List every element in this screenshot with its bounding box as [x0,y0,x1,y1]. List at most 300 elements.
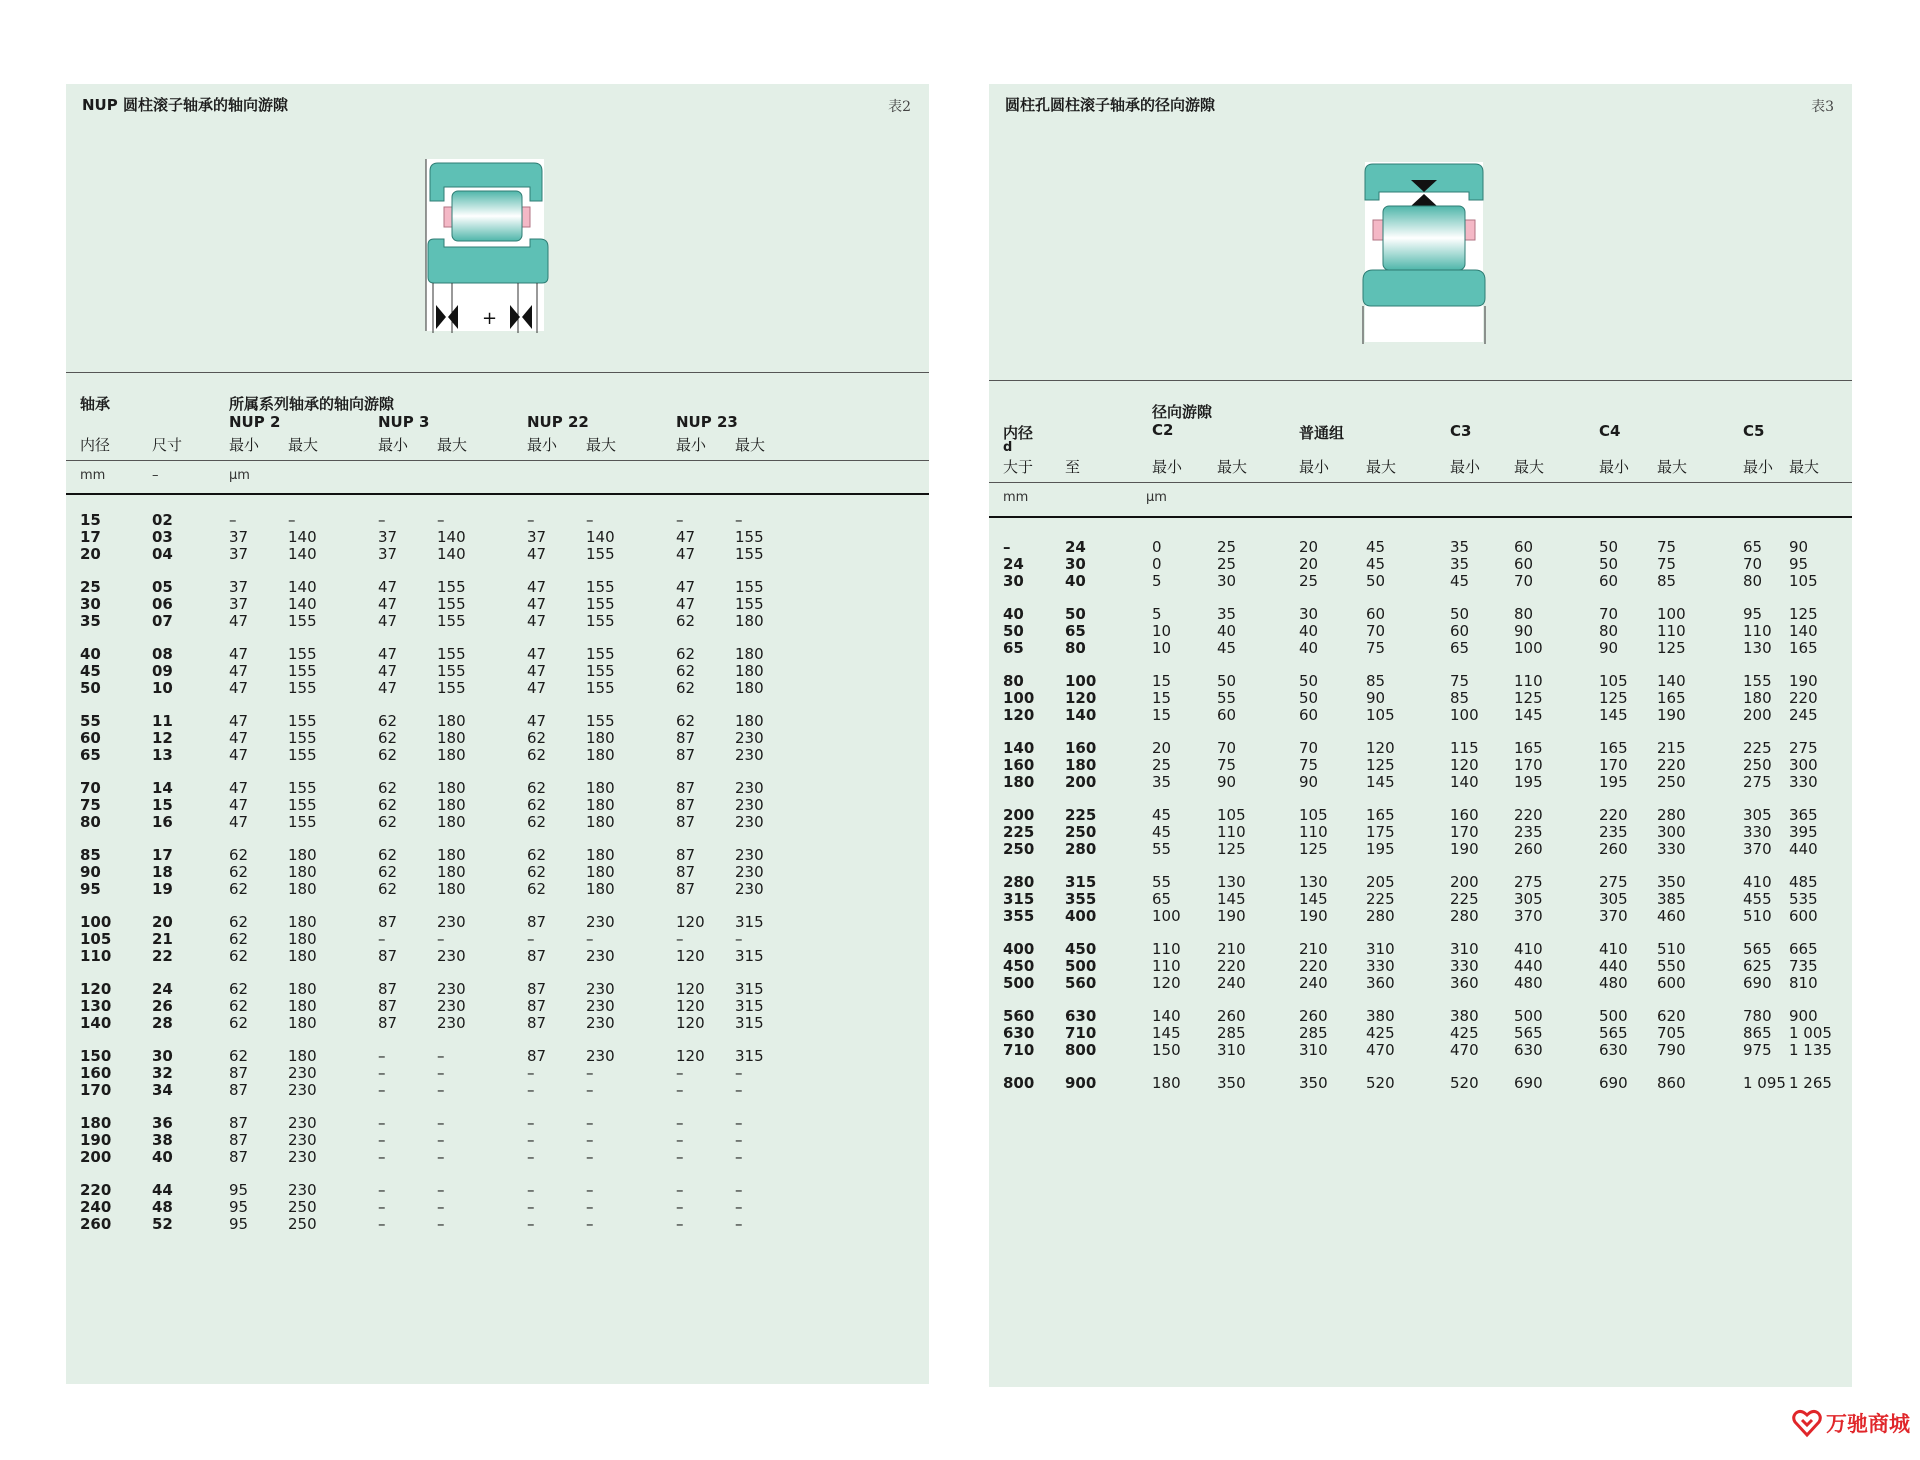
radial-clearance-cell: 110 [1657,622,1686,640]
axial-clearance-cell: 87 [378,913,398,931]
radial-clearance-cell: 90 [1789,538,1809,556]
axial-clearance-cell: 85 [80,846,101,864]
radial-clearance-cell: 150 [1152,1041,1181,1059]
radial-clearance-cell: 450 [1065,940,1097,958]
axial-clearance-cell: – [437,930,445,948]
radial-clearance-cell: 60 [1217,706,1237,724]
axial-clearance-cell: 87 [676,813,696,831]
axial-clearance-cell: – [586,1181,594,1199]
axial-clearance-row [80,697,795,730]
axial-clearance-cell: 36 [152,1114,173,1132]
radial-clearance-cell: 160 [1450,806,1479,824]
axial-clearance-cell: – [586,1114,594,1132]
axial-clearance-cell: 03 [152,528,173,546]
axial-clearance-cell: 180 [288,880,317,898]
series-nup23-header: NUP 23 [676,413,738,431]
axial-clearance-row [80,965,795,998]
radial-clearance-cell: 40 [1003,605,1024,623]
axial-clearance-row [80,529,795,546]
axial-clearance-cell: 87 [676,863,696,881]
radial-clearance-cell: 370 [1514,907,1543,925]
axial-clearance-cell: 155 [288,612,317,630]
axial-clearance-cell: – [527,1181,535,1199]
axial-clearance-cell: 37 [527,528,547,546]
axial-clearance-cell: 07 [152,612,173,630]
unit-dash: – [152,468,159,483]
radial-clearance-cell: 35 [1450,538,1470,556]
radial-clearance-cell: 45 [1217,639,1237,657]
axial-clearance-cell: 180 [586,779,615,797]
axial-clearance-cell: 12 [152,729,173,747]
axial-clearance-cell: 180 [437,746,466,764]
axial-clearance-row [80,1216,795,1233]
radial-clearance-cell: 105 [1217,806,1246,824]
axial-clearance-cell: – [378,511,386,529]
radial-clearance-cell: 480 [1514,974,1543,992]
radial-clearance-row [1003,791,1837,824]
axial-clearance-cell: 60 [80,729,101,747]
axial-clearance-cell: 180 [586,880,615,898]
radial-clearance-cell: 60 [1366,605,1386,623]
radial-clearance-cell: 225 [1743,739,1772,757]
axial-clearance-cell: 08 [152,645,173,663]
axial-clearance-cell: 230 [437,913,466,931]
radial-clearance-cell: 500 [1003,974,1035,992]
axial-clearance-cell: 315 [735,1014,764,1032]
radial-clearance-cell: 1 135 [1789,1041,1832,1059]
radial-clearance-cell: 200 [1065,773,1097,791]
axial-clearance-cell: 62 [378,813,398,831]
axial-clearance-cell: 180 [288,913,317,931]
radial-clearance-cell: 240 [1217,974,1246,992]
axial-clearance-cell: 230 [437,980,466,998]
radial-clearance-cell: 280 [1065,840,1097,858]
radial-clearance-cell: 140 [1065,706,1097,724]
bearing-header: 轴承 [80,395,111,413]
radial-clearance-cell: 275 [1514,873,1543,891]
min-header: 最小 [1599,458,1630,476]
table-3-number: 表3 [1811,99,1834,115]
axial-clearance-cell: 47 [378,578,398,596]
radial-clearance-cell: 95 [1789,555,1809,573]
radial-clearance-cell: 65 [1450,639,1470,657]
class-c3-header: C3 [1450,422,1472,440]
axial-clearance-cell: 47 [229,662,249,680]
max-header: 最大 [735,436,766,454]
radial-clearance-cell: 225 [1003,823,1035,841]
radial-clearance-cell: 310 [1299,1041,1328,1059]
radial-clearance-cell: 90 [1299,773,1319,791]
axial-clearance-cell: 180 [437,880,466,898]
radial-clearance-cell: 70 [1366,622,1386,640]
axial-clearance-cell: 120 [676,997,705,1015]
axial-clearance-cell: 180 [80,1114,112,1132]
axial-clearance-header: 所属系列轴承的轴向游隙 [229,395,395,413]
axial-clearance-cell: 95 [80,880,101,898]
axial-clearance-cell: 230 [437,997,466,1015]
radial-clearance-cell: 690 [1514,1074,1543,1092]
radial-clearance-cell: 90 [1366,689,1386,707]
radial-clearance-cell: 125 [1514,689,1543,707]
radial-clearance-cell: 260 [1217,1007,1246,1025]
radial-clearance-cell: 45 [1152,806,1172,824]
axial-clearance-cell: 140 [288,578,317,596]
axial-clearance-cell: – [527,1131,535,1149]
radial-clearance-cell: 440 [1514,957,1543,975]
axial-clearance-cell: 62 [527,846,547,864]
axial-clearance-cell: 180 [288,930,317,948]
radial-clearance-cell: 220 [1657,756,1686,774]
axial-clearance-cell: – [437,1114,445,1132]
radial-clearance-cell: 510 [1657,940,1686,958]
radial-clearance-cell: 110 [1217,823,1246,841]
axial-clearance-cell: – [437,511,445,529]
radial-clearance-cell: 565 [1514,1024,1543,1042]
axial-clearance-cell: 250 [288,1215,317,1233]
radial-clearance-cell: 20 [1299,538,1319,556]
axial-clearance-cell: 87 [229,1114,249,1132]
axial-clearance-cell: 47 [229,813,249,831]
radial-clearance-cell: 75 [1657,555,1677,573]
axial-clearance-cell: 140 [437,528,466,546]
axial-clearance-cell: 87 [229,1081,249,1099]
axial-clearance-cell: – [378,1064,386,1082]
axial-clearance-cell: 180 [735,612,764,630]
radial-clearance-cell: 500 [1514,1007,1543,1025]
axial-clearance-cell: 155 [586,662,615,680]
radial-clearance-cell: 100 [1514,639,1543,657]
class-c4-header: C4 [1599,422,1621,440]
radial-clearance-cell: 630 [1065,1007,1097,1025]
axial-clearance-cell: 19 [152,880,173,898]
axial-clearance-cell: 62 [378,746,398,764]
axial-clearance-cell: – [676,930,684,948]
radial-clearance-cell: 330 [1657,840,1686,858]
axial-clearance-row [80,730,795,747]
radial-clearance-cell: 60 [1299,706,1319,724]
radial-clearance-cell: 25 [1299,572,1319,590]
axial-clearance-cell: 21 [152,930,173,948]
axial-clearance-cell: 155 [586,545,615,563]
axial-clearance-cell: – [586,1131,594,1149]
axial-clearance-cell: 40 [152,1148,173,1166]
axial-clearance-cell: 180 [288,863,317,881]
axial-clearance-cell: 47 [527,612,547,630]
axial-clearance-row [80,663,795,680]
axial-clearance-cell: 230 [735,846,764,864]
axial-clearance-cell: 155 [586,679,615,697]
axial-clearance-cell: 155 [735,595,764,613]
radial-clearance-cell: 330 [1450,957,1479,975]
radial-clearance-cell: 310 [1366,940,1395,958]
radial-clearance-cell: 180 [1065,756,1097,774]
axial-clearance-cell: 44 [152,1181,173,1199]
radial-clearance-cell: 385 [1657,890,1686,908]
radial-clearance-cell: 280 [1366,907,1395,925]
axial-clearance-cell: 62 [229,1047,249,1065]
radial-clearance-cell: 260 [1299,1007,1328,1025]
radial-clearance-cell: 50 [1450,605,1470,623]
axial-clearance-cell: 260 [80,1215,112,1233]
radial-clearance-cell: 280 [1003,873,1035,891]
radial-clearance-cell: 350 [1217,1074,1246,1092]
table-2-panel [66,84,929,1384]
axial-clearance-cell: 37 [229,578,249,596]
axial-clearance-cell: 180 [437,863,466,881]
radial-clearance-cell: 100 [1003,689,1035,707]
radial-clearance-cell: 5 [1152,605,1162,623]
axial-clearance-cell: 47 [527,645,547,663]
axial-clearance-cell: 32 [152,1064,173,1082]
radial-clearance-cell: 65 [1743,538,1763,556]
radial-clearance-cell: 165 [1366,806,1395,824]
radial-clearance-cell: 85 [1657,572,1677,590]
axial-clearance-row [80,1065,795,1082]
axial-clearance-cell: – [437,1081,445,1099]
radial-clearance-cell: 24 [1003,555,1024,573]
axial-clearance-cell: 47 [527,712,547,730]
axial-clearance-cell: 90 [80,863,101,881]
radial-clearance-cell: 70 [1599,605,1619,623]
radial-clearance-cell: 140 [1152,1007,1181,1025]
axial-clearance-cell: 230 [288,1081,317,1099]
radial-clearance-cell: 70 [1514,572,1534,590]
axial-clearance-cell: 87 [527,913,547,931]
axial-clearance-cell: 62 [527,746,547,764]
axial-clearance-cell: – [586,930,594,948]
axial-clearance-cell: 62 [229,913,249,931]
axial-clearance-cell: 87 [527,1014,547,1032]
radial-clearance-cell: 975 [1743,1041,1772,1059]
axial-clearance-cell: 230 [735,779,764,797]
axial-clearance-cell: 62 [527,796,547,814]
axial-clearance-cell: – [676,1114,684,1132]
brand-logo-text: 万驰商城 [1826,1412,1910,1436]
radial-clearance-cell: 470 [1450,1041,1479,1059]
axial-clearance-cell: 230 [586,1014,615,1032]
axial-clearance-cell: 47 [676,578,696,596]
axial-clearance-cell: 20 [152,913,173,931]
radial-clearance-cell: 300 [1789,756,1818,774]
axial-clearance-cell: 155 [437,679,466,697]
axial-clearance-cell: 87 [676,846,696,864]
radial-clearance-cell: 145 [1152,1024,1181,1042]
axial-clearance-cell: 25 [80,578,101,596]
axial-clearance-row [80,512,795,529]
radial-clearance-cell: 110 [1152,940,1181,958]
axial-clearance-cell: 62 [378,846,398,864]
series-nup3-header: NUP 3 [378,413,430,431]
radial-clearance-cell: 310 [1217,1041,1246,1059]
radial-clearance-cell: 125 [1789,605,1818,623]
radial-clearance-cell: 80 [1065,639,1086,657]
axial-clearance-cell: – [288,511,296,529]
axial-clearance-row [80,680,795,697]
radial-clearance-cell: 90 [1514,622,1534,640]
radial-clearance-cell: 30 [1065,555,1086,573]
axial-clearance-cell: 62 [229,863,249,881]
axial-clearance-cell: – [378,1181,386,1199]
axial-clearance-cell: 155 [437,595,466,613]
radial-clearance-cell: 35 [1152,773,1172,791]
axial-clearance-cell: 230 [735,863,764,881]
axial-clearance-row [80,931,795,948]
radial-clearance-cell: 200 [1450,873,1479,891]
radial-clearance-cell: 105 [1599,672,1628,690]
axial-clearance-cell: – [527,1081,535,1099]
radial-clearance-cell: 65 [1152,890,1172,908]
axial-clearance-cell: 37 [378,528,398,546]
radial-clearance-cell: 35 [1217,605,1237,623]
axial-clearance-cell: – [378,1114,386,1132]
axial-clearance-cell: 62 [527,779,547,797]
radial-clearance-cell: 790 [1657,1041,1686,1059]
radial-clearance-cell: 425 [1450,1024,1479,1042]
axial-clearance-cell: 38 [152,1131,173,1149]
axial-clearance-cell: 10 [152,679,173,697]
radial-clearance-cell: 370 [1743,840,1772,858]
axial-clearance-cell: 180 [437,779,466,797]
radial-clearance-cell: 140 [1789,622,1818,640]
radial-clearance-cell: 370 [1599,907,1628,925]
radial-clearance-cell: 690 [1599,1074,1628,1092]
radial-clearance-row [1003,573,1837,590]
axial-clearance-row [80,747,795,764]
axial-clearance-cell: 62 [229,997,249,1015]
axial-clearance-cell: – [735,930,743,948]
axial-clearance-cell: 155 [288,679,317,697]
radial-clearance-row [1003,774,1837,791]
radial-clearance-cell: 50 [1599,555,1619,573]
radial-clearance-cell: 900 [1789,1007,1818,1025]
class-c5-header: C5 [1743,422,1765,440]
axial-clearance-cell: 62 [229,1014,249,1032]
radial-clearance-cell: 75 [1450,672,1470,690]
radial-clearance-cell: 145 [1299,890,1328,908]
radial-clearance-cell: 30 [1299,605,1319,623]
axial-clearance-cell: 48 [152,1198,173,1216]
axial-clearance-cell: 47 [378,595,398,613]
radial-clearance-cell: 110 [1152,957,1181,975]
class-c2-header: C2 [1152,421,1174,439]
radial-clearance-cell: 460 [1657,907,1686,925]
axial-clearance-cell: 230 [586,1047,615,1065]
radial-clearance-cell: 350 [1657,873,1686,891]
axial-clearance-cell: 230 [735,746,764,764]
radial-clearance-cell: 665 [1789,940,1818,958]
axial-clearance-cell: 180 [586,846,615,864]
axial-clearance-cell: 230 [586,947,615,965]
axial-clearance-cell: 30 [152,1047,173,1065]
axial-clearance-cell: 87 [527,997,547,1015]
radial-clearance-cell: 395 [1789,823,1818,841]
radial-clearance-cell: 65 [1065,622,1086,640]
axial-clearance-cell: 62 [378,729,398,747]
axial-clearance-cell: 87 [527,1047,547,1065]
radial-clearance-cell: 170 [1599,756,1628,774]
radial-clearance-cell: 125 [1299,840,1328,858]
axial-clearance-cell: – [527,930,535,948]
radial-clearance-cell: 50 [1366,572,1386,590]
axial-clearance-cell: – [735,1064,743,1082]
axial-clearance-cell: – [378,1047,386,1065]
axial-clearance-row [80,1199,795,1216]
radial-clearance-cell: 220 [1299,957,1328,975]
axial-clearance-cell: 87 [229,1131,249,1149]
axial-clearance-cell: 15 [152,796,173,814]
radial-clearance-cell: 130 [1299,873,1328,891]
axial-clearance-row [80,814,795,831]
axial-clearance-cell: 47 [676,595,696,613]
brand-logo [1792,1406,1920,1436]
radial-clearance-cell: 25 [1152,756,1172,774]
radial-clearance-cell: 500 [1065,957,1097,975]
radial-clearance-cell: 220 [1217,957,1246,975]
axial-clearance-cell: 180 [437,846,466,864]
axial-clearance-cell: 87 [378,1014,398,1032]
axial-clearance-cell: 120 [676,1047,705,1065]
axial-clearance-row [80,998,795,1015]
radial-clearance-cell: 155 [1743,672,1772,690]
radial-clearance-cell: 125 [1599,689,1628,707]
axial-clearance-cell: 230 [586,980,615,998]
radial-clearance-cell: 565 [1599,1024,1628,1042]
axial-clearance-cell: 62 [676,679,696,697]
axial-clearance-cell: 47 [676,545,696,563]
axial-clearance-cell: 315 [735,913,764,931]
radial-clearance-cell: 810 [1789,974,1818,992]
max-header: 最大 [437,436,468,454]
radial-clearance-cell: 1 095 [1743,1074,1786,1092]
axial-clearance-cell: 62 [378,863,398,881]
radial-clearance-row [1003,590,1837,623]
axial-clearance-cell: 180 [586,863,615,881]
axial-clearance-cell: 62 [378,880,398,898]
axial-clearance-cell: 47 [676,528,696,546]
radial-clearance-row [1003,1059,1837,1092]
axial-clearance-cell: 180 [288,947,317,965]
radial-clearance-cell: 50 [1003,622,1024,640]
axial-clearance-cell: 315 [735,997,764,1015]
axial-clearance-cell: 180 [735,662,764,680]
radial-clearance-cell: 0 [1152,538,1162,556]
axial-clearance-cell: 47 [229,796,249,814]
axial-clearance-cell: 28 [152,1014,173,1032]
radial-clearance-cell: 145 [1514,706,1543,724]
radial-clearance-cell: 55 [1152,840,1172,858]
axial-clearance-cell: 87 [676,880,696,898]
radial-clearance-cell: 140 [1657,672,1686,690]
axial-clearance-cell: 160 [80,1064,112,1082]
radial-clearance-cell: 160 [1003,756,1035,774]
radial-clearance-cell: 190 [1217,907,1246,925]
radial-clearance-cell: 360 [1450,974,1479,992]
radial-clearance-cell: 60 [1514,555,1534,573]
radial-clearance-cell: 175 [1366,823,1395,841]
min-header: 最小 [378,436,409,454]
radial-clearance-cell: 260 [1514,840,1543,858]
axial-clearance-cell: 14 [152,779,173,797]
axial-clearance-row [80,864,795,881]
radial-clearance-cell: 70 [1743,555,1763,573]
radial-clearance-cell: 50 [1065,605,1086,623]
radial-clearance-cell: 5 [1152,572,1162,590]
axial-clearance-cell: 140 [288,528,317,546]
radial-clearance-cell: 45 [1366,538,1386,556]
axial-clearance-cell: – [735,1215,743,1233]
radial-clearance-cell: 165 [1657,689,1686,707]
axial-clearance-cell: – [527,511,535,529]
